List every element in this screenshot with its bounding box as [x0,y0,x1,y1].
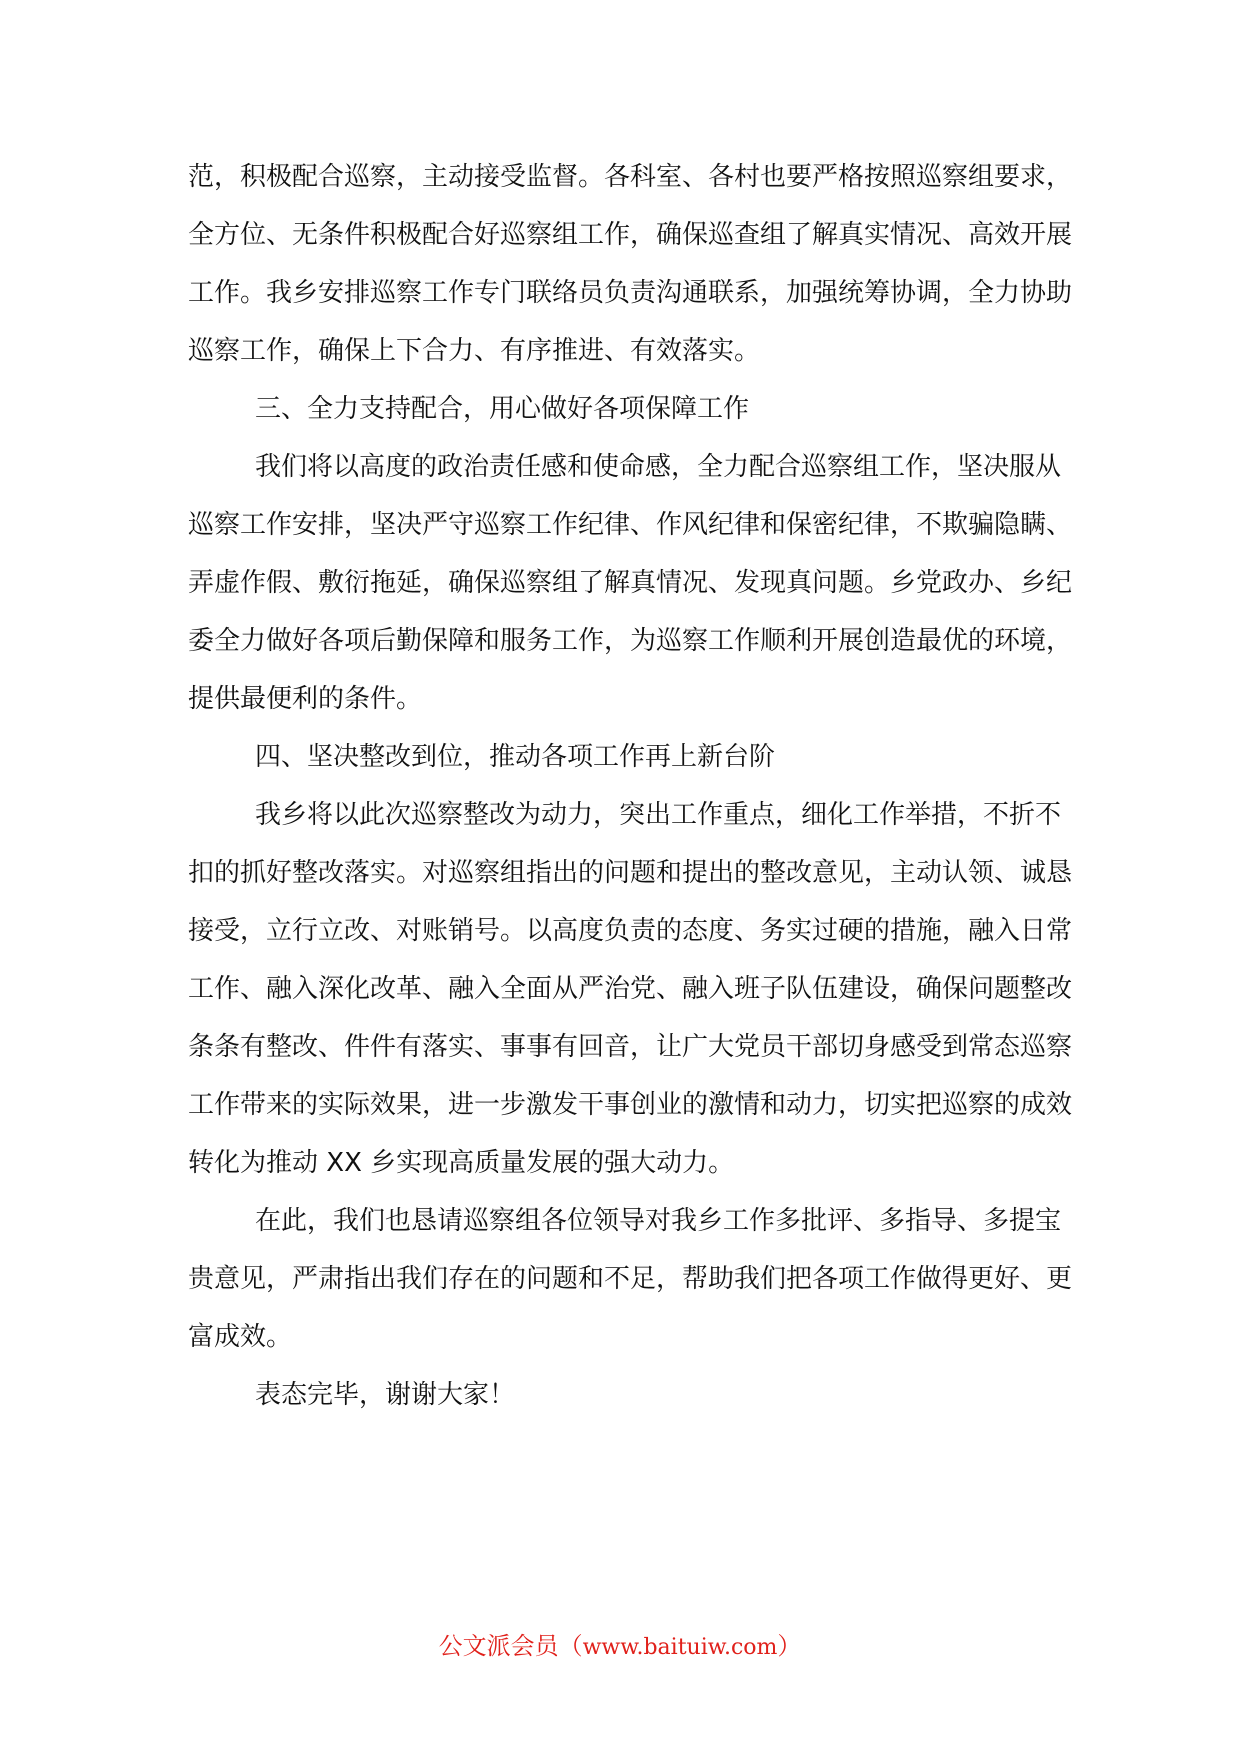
paragraph-line: 工作。我乡安排巡察工作专门联络员负责沟通联系，加强统筹协调，全力协助 [188,278,1073,308]
paragraph-line: 范，积极配合巡察，主动接受监督。各科室、各村也要严格按照巡察组要求， [188,162,1073,192]
paragraph-line: 弄虚作假、敷衍拖延，确保巡察组了解真情况、发现真问题。乡党政办、乡纪 [188,568,1073,598]
paragraph-line: 条条有整改、件件有落实、事事有回音，让广大党员干部切身感受到常态巡察 [188,1032,1073,1062]
footer-url-link[interactable]: www.baituiw.com [582,1635,778,1660]
paragraph-line: 提供最便利的条件。 [188,684,423,714]
paragraph-line: 贵意见，严肃指出我们存在的问题和不足，帮助我们把各项工作做得更好、更 [188,1264,1073,1294]
paragraph-line: 工作、融入深化改革、融入全面从严治党、融入班子队伍建设，确保问题整改 [188,974,1073,1004]
paragraph-line: 接受，立行立改、对账销号。以高度负责的态度、务实过硬的措施，融入日常 [188,916,1073,946]
paragraph-line: 委全力做好各项后勤保障和服务工作，为巡察工作顺利开展创造最优的环境， [188,626,1073,656]
section-heading: 四、坚决整改到位，推动各项工作再上新台阶 [255,742,776,772]
paragraph-line: 转化为推动 XX 乡实现高质量发展的强大动力。 [188,1148,735,1178]
footer-label: 公文派会员（ [438,1632,583,1660]
paragraph-line: 在此，我们也恳请巡察组各位领导对我乡工作多批评、多指导、多提宝 [255,1206,1062,1236]
footer-close: ） [777,1632,802,1660]
paragraph-line: 我乡将以此次巡察整改为动力，突出工作重点，细化工作举措，不折不 [255,800,1062,830]
footer-watermark [0,1626,1240,1666]
paragraph-line: 工作带来的实际效果，进一步激发干事创业的激情和动力，切实把巡察的成效 [188,1090,1073,1120]
paragraph-line: 巡察工作，确保上下合力、有序推进、有效落实。 [188,336,761,366]
paragraph-line: 全方位、无条件积极配合好巡察组工作，确保巡查组了解真实情况、高效开展 [188,220,1073,250]
paragraph-line: 我们将以高度的政治责任感和使命感，全力配合巡察组工作，坚决服从 [255,452,1062,482]
section-heading: 三、全力支持配合，用心做好各项保障工作 [255,394,750,424]
paragraph-line: 扣的抓好整改落实。对巡察组指出的问题和提出的整改意见，主动认领、诚恳 [188,858,1073,888]
paragraph-line: 巡察工作安排，坚决严守巡察工作纪律、作风纪律和保密纪律，不欺骗隐瞒、 [188,510,1073,540]
closing-line: 表态完毕，谢谢大家！ [255,1380,516,1410]
paragraph-line: 富成效。 [188,1322,293,1352]
